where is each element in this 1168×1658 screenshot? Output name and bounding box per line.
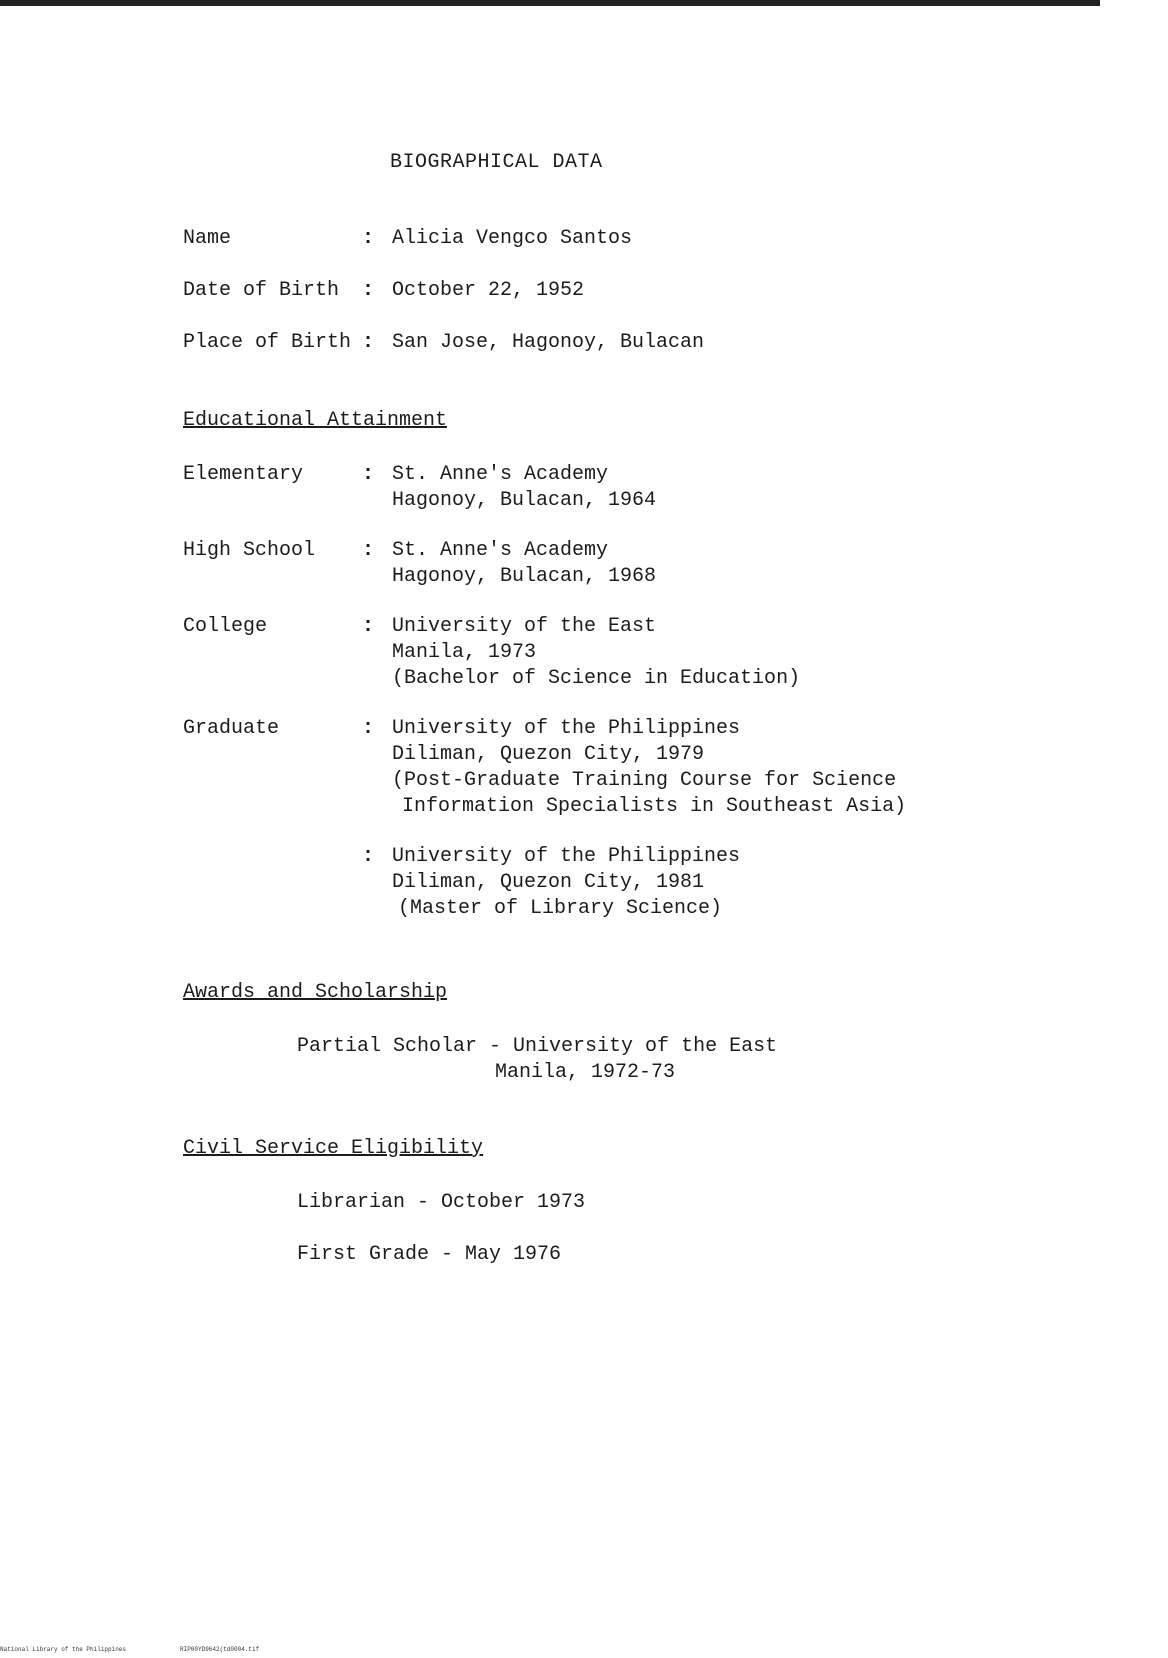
pob-label: Place of Birth xyxy=(183,331,352,354)
college-line: University of the East xyxy=(392,615,657,638)
graduate-line: Information Specialists in Southeast Asia) xyxy=(402,795,907,818)
scan-border-top xyxy=(0,0,1100,6)
footer-file-id: RIP00YD9642(td0004.tif xyxy=(180,1646,260,1653)
dob-label: Date of Birth xyxy=(183,279,340,302)
graduate-colon: : xyxy=(362,717,375,740)
name-value: Alicia Vengco Santos xyxy=(392,227,633,250)
college-line: Manila, 1973 xyxy=(392,641,537,664)
masters-line: (Master of Library Science) xyxy=(398,897,723,920)
college-label: College xyxy=(183,615,268,638)
civil-service-item: First Grade - May 1976 xyxy=(297,1243,562,1266)
award-line: Partial Scholar - University of the East xyxy=(297,1035,778,1058)
pob-value: San Jose, Hagonoy, Bulacan xyxy=(392,331,705,354)
name-colon: : xyxy=(362,227,375,250)
graduate-label: Graduate xyxy=(183,717,280,740)
page-title: BIOGRAPHICAL DATA xyxy=(390,151,603,174)
award-line: Manila, 1972-73 xyxy=(495,1061,676,1084)
graduate-line: (Post-Graduate Training Course for Science xyxy=(392,769,897,792)
graduate-line: University of the Philippines xyxy=(392,717,741,740)
highschool-line: St. Anne's Academy xyxy=(392,539,609,562)
masters-colon: : xyxy=(362,845,375,868)
masters-line: Diliman, Quezon City, 1981 xyxy=(392,871,705,894)
highschool-line: Hagonoy, Bulacan, 1968 xyxy=(392,565,657,588)
dob-value: October 22, 1952 xyxy=(392,279,585,302)
dob-colon: : xyxy=(362,279,375,302)
college-colon: : xyxy=(362,615,375,638)
college-line: (Bachelor of Science in Education) xyxy=(392,667,801,690)
name-label: Name xyxy=(183,227,232,250)
civil-service-item: Librarian - October 1973 xyxy=(297,1191,586,1214)
elementary-line: Hagonoy, Bulacan, 1964 xyxy=(392,489,657,512)
civil-service-heading: Civil Service Eligibility xyxy=(183,1137,484,1160)
pob-colon: : xyxy=(362,331,375,354)
masters-line: University of the Philippines xyxy=(392,845,741,868)
elementary-line: St. Anne's Academy xyxy=(392,463,609,486)
elementary-colon: : xyxy=(362,463,375,486)
highschool-label: High School xyxy=(183,539,316,562)
education-heading: Educational Attainment xyxy=(183,409,448,432)
awards-heading: Awards and Scholarship xyxy=(183,981,448,1004)
elementary-label: Elementary xyxy=(183,463,304,486)
graduate-line: Diliman, Quezon City, 1979 xyxy=(392,743,705,766)
footer-archive-label: National Library of the Philippines xyxy=(0,1646,127,1653)
highschool-colon: : xyxy=(362,539,375,562)
